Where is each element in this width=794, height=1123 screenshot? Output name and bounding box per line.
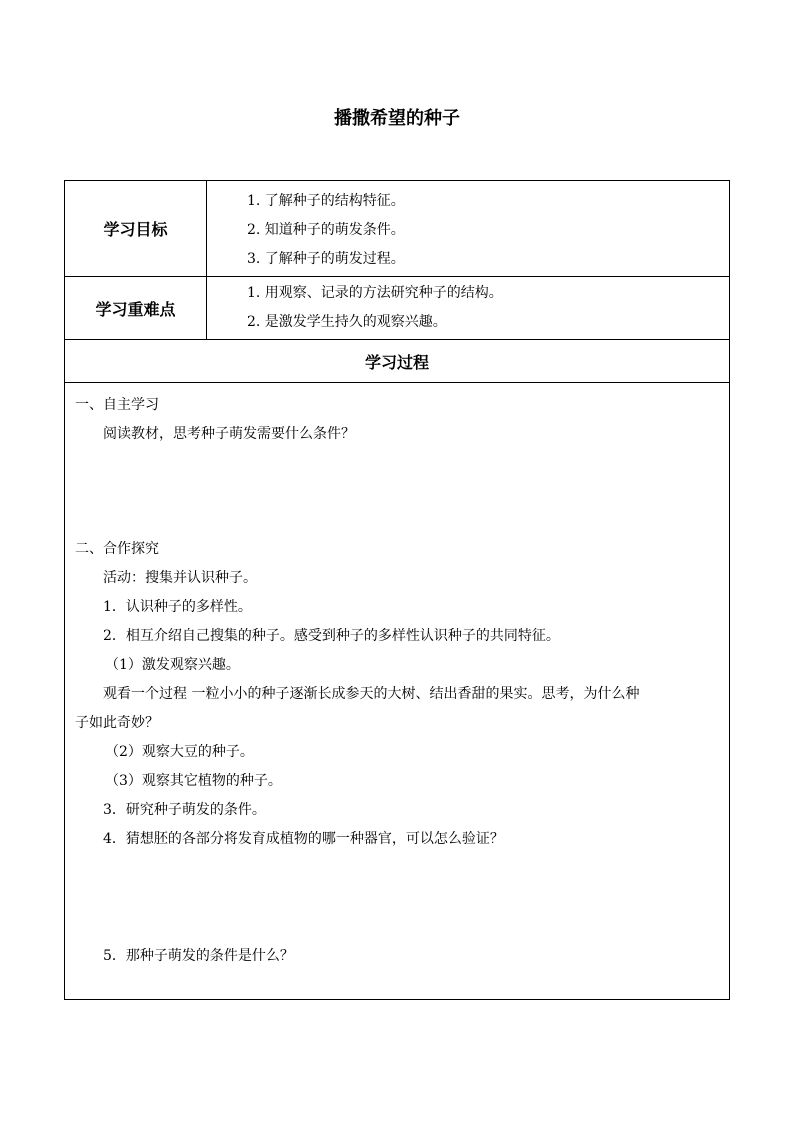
self-study-heading: 一、自主学习 xyxy=(75,397,159,413)
activity-text: 活动：搜集并认识种子。 xyxy=(103,570,257,586)
page-title: 播撒希望的种子 xyxy=(334,108,460,129)
study-plan-table xyxy=(64,180,730,1000)
goal-item: 2. 知道种子的萌发条件。 xyxy=(247,222,405,238)
paragraph-line: 子如此奇妙？ xyxy=(75,715,159,731)
goal-item: 3. 了解种子的萌发过程。 xyxy=(247,251,405,267)
answer-space xyxy=(75,854,721,942)
list-item: 2．相互介绍自己搜集的种子。感受到种子的多样性认识种子的共同特征。 xyxy=(103,628,560,644)
list-item: 4．猜想胚的各部分将发育成植物的哪一种器官，可以怎么验证？ xyxy=(103,831,504,847)
process-heading: 学习过程 xyxy=(65,340,730,383)
goals-row xyxy=(65,181,730,277)
sub-item: （1）激发观察兴趣。 xyxy=(105,657,240,673)
self-study-prompt: 阅读教材，思考种子萌发需要什么条件？ xyxy=(103,426,355,442)
answer-space xyxy=(75,449,721,535)
key-points-content xyxy=(207,277,730,340)
goals-content xyxy=(207,181,730,277)
goal-item: 1. 了解种子的结构特征。 xyxy=(247,193,405,209)
key-point-item: 1. 用观察、记录的方法研究种子的结构。 xyxy=(247,285,503,301)
process-heading-row xyxy=(65,340,730,383)
list-item: 3．研究种子萌发的条件。 xyxy=(103,802,266,818)
process-body-row xyxy=(65,383,730,1000)
sub-item: （3）观察其它植物的种子。 xyxy=(105,773,282,789)
list-item: 1．认识种子的多样性。 xyxy=(103,599,252,615)
cooperation-heading: 二、合作探究 xyxy=(75,541,159,557)
list-item: 5．那种子萌发的条件是什么？ xyxy=(103,948,294,964)
goals-label: 学习目标 xyxy=(65,181,207,277)
key-points-row xyxy=(65,277,730,340)
paragraph-line: 观看一个过程 一粒小小的种子逐渐长成参天的大树、结出香甜的果实。思考，为什么种 xyxy=(103,686,640,702)
sub-item: （2）观察大豆的种子。 xyxy=(105,744,254,760)
process-body xyxy=(65,383,730,1000)
key-point-item: 2. 是激发学生持久的观察兴趣。 xyxy=(247,314,447,330)
key-points-label: 学习重难点 xyxy=(65,277,207,340)
